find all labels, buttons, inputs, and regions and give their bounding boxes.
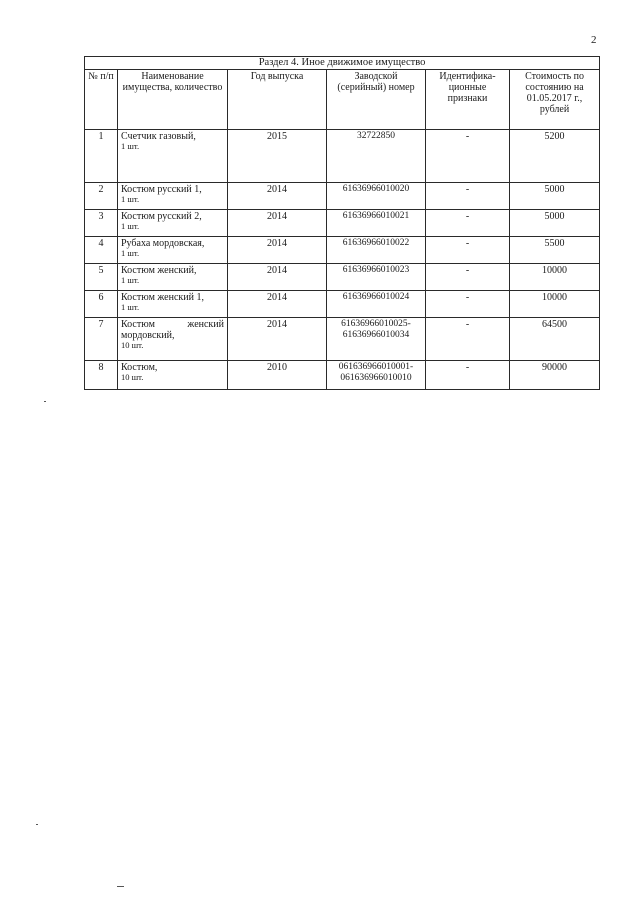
item-name-text-cont: мордовский, [121,330,175,341]
item-quantity: 10 шт. [121,372,144,382]
page-number: 2 [591,34,597,46]
table-row [85,130,600,183]
item-ident: - [426,318,510,361]
item-year: 2014 [228,183,327,210]
item-ident: - [426,361,510,390]
row-number: 6 [85,291,118,318]
item-quantity: 10 шт. [121,340,144,350]
item-cost: 5000 [510,183,600,210]
item-ident: - [426,291,510,318]
item-year: 2010 [228,361,327,390]
item-name [118,264,228,291]
header-row [85,70,600,130]
table-row [85,210,600,237]
item-cost: 10000 [510,291,600,318]
item-cost: 5000 [510,210,600,237]
item-name [118,130,228,183]
item-cost: 5200 [510,130,600,183]
item-quantity: 1 шт. [121,275,140,285]
item-ident: - [426,237,510,264]
item-serial-end: 061636966010010 [340,373,412,383]
header-year: Год выпуска [228,70,327,130]
item-name-text: Костюм женский 1, [121,292,204,303]
item-serial: 61636966010023 [327,264,426,291]
item-name-text: Рубаха мордовская, [121,238,205,249]
header-serial: Заводской (серийный) номер [327,70,426,130]
item-serial: 61636966010024 [327,291,426,318]
item-name [118,210,228,237]
inventory-table [84,56,600,390]
row-number: 4 [85,237,118,264]
scan-speck [117,886,124,887]
item-serial-start: 61636966010025- [341,319,411,329]
item-year: 2014 [228,264,327,291]
item-cost: 5500 [510,237,600,264]
table-row [85,361,600,390]
item-ident: - [426,264,510,291]
item-serial [327,361,426,390]
header-no: № п/п [85,70,118,130]
item-name-text: Костюм женский, [121,265,197,276]
table-row [85,291,600,318]
table-row [85,264,600,291]
header-name: Наименование имущества, количество [118,70,228,130]
table-row [85,318,600,361]
header-ident: Идентифика-ционные признаки [426,70,510,130]
item-name [118,237,228,264]
item-serial-end: 61636966010034 [342,330,410,340]
item-name [118,361,228,390]
item-ident: - [426,183,510,210]
item-serial: 32722850 [327,130,426,183]
item-quantity: 1 шт. [121,221,140,231]
item-name-text: Счетчик газовый, [121,131,196,142]
item-name-text: Костюм русский 2, [121,211,202,222]
item-quantity: 1 шт. [121,302,140,312]
item-quantity: 1 шт. [121,141,140,151]
header-cost: Стоимость по состоянию на 01.05.2017 г., рублей [510,70,600,130]
item-name-text: Костюм женский [121,319,224,330]
item-year: 2015 [228,130,327,183]
item-serial-start: 061636966010001- [338,362,414,372]
section-title-row [85,57,600,70]
section-title: Раздел 4. Иное движимое имущество [85,57,600,70]
row-number: 5 [85,264,118,291]
row-number: 3 [85,210,118,237]
item-name [118,291,228,318]
table-row [85,183,600,210]
item-year: 2014 [228,318,327,361]
item-cost: 90000 [510,361,600,390]
item-ident: - [426,130,510,183]
row-number: 1 [85,130,118,183]
item-cost: 64500 [510,318,600,361]
item-quantity: 1 шт. [121,194,140,204]
scan-speck [36,824,38,825]
table-row [85,237,600,264]
item-year: 2014 [228,291,327,318]
item-serial: 61636966010020 [327,183,426,210]
item-year: 2014 [228,237,327,264]
item-name [118,318,228,361]
item-serial: 61636966010022 [327,237,426,264]
item-year: 2014 [228,210,327,237]
row-number: 7 [85,318,118,361]
item-serial: 61636966010021 [327,210,426,237]
item-quantity: 1 шт. [121,248,140,258]
item-ident: - [426,210,510,237]
row-number: 2 [85,183,118,210]
item-cost: 10000 [510,264,600,291]
item-name-text: Костюм, [121,362,158,373]
item-name [118,183,228,210]
item-name-text: Костюм русский 1, [121,184,202,195]
item-serial [327,318,426,361]
row-number: 8 [85,361,118,390]
scan-speck [44,401,46,402]
